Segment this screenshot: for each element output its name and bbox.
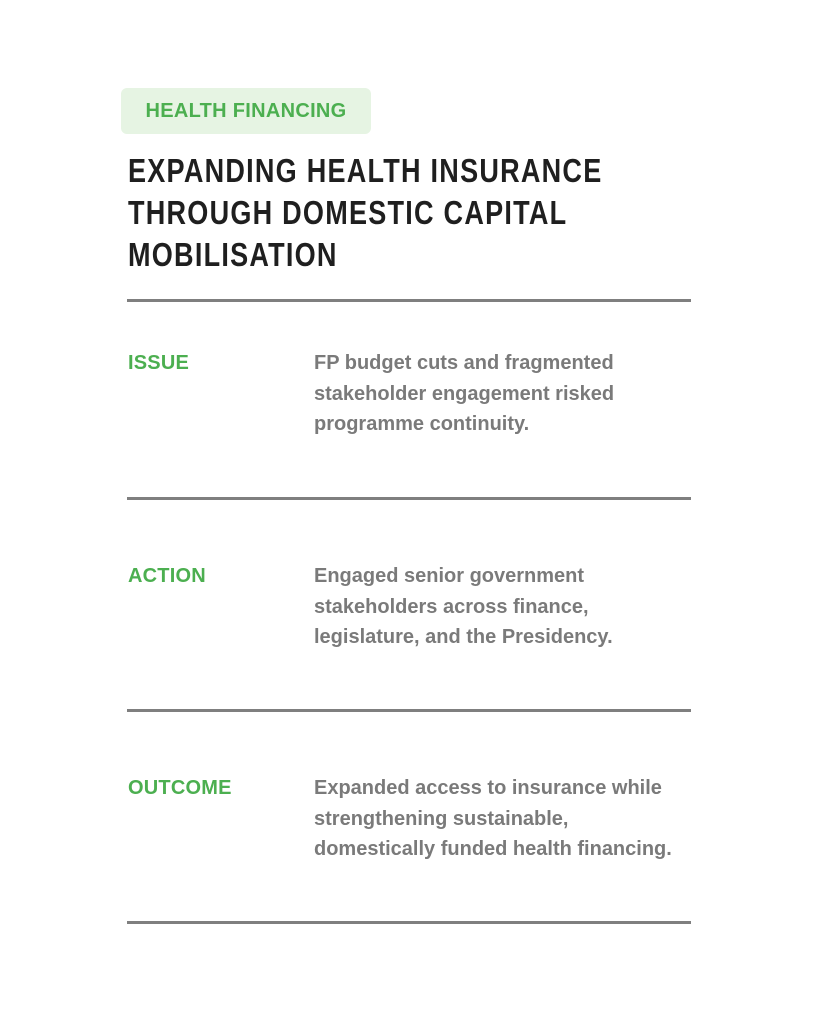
action-text: Engaged senior government stakeholders across finance, legislature, and the Presidency. <box>314 565 613 648</box>
issue-text: FP budget cuts and fragmented stakeholder engagement risked programme continuity. <box>314 352 615 435</box>
outcome-text: Expanded access to insurance while strengthening sustainable, domestically funded health financing. <box>314 777 672 860</box>
outcome-label: OUTCOME <box>128 777 232 799</box>
divider-bottom <box>127 921 691 924</box>
category-badge-label: HEALTH FINANCING <box>145 99 347 122</box>
action-label: ACTION <box>128 565 206 587</box>
page-title: EXPANDING HEALTH INSURANCE THROUGH DOMESTIC CAPITAL MOBILISATION <box>128 152 603 273</box>
divider-top <box>127 299 691 302</box>
divider-issue-action <box>127 497 691 500</box>
issue-label: ISSUE <box>128 352 190 374</box>
category-badge <box>121 88 371 134</box>
divider-action-outcome <box>127 709 691 712</box>
